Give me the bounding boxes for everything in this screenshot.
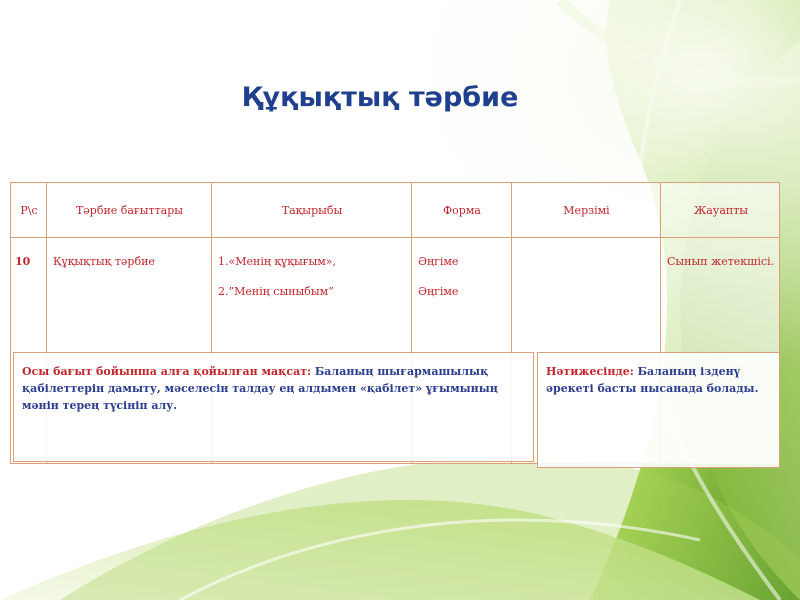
- goal-text: Баланың шығармашылық қабілеттерін дамыту, мәселесін талдау ең алдымен «қабілет» ұғымының мәнін терең түсініп алу.: [22, 365, 498, 412]
- header-topic: Тақырыбы: [281, 204, 343, 217]
- result-label: Нәтижесінде:: [546, 365, 634, 378]
- cell-num: 10: [15, 255, 31, 268]
- topic-item: 2.”Менің сыныбым”: [218, 285, 334, 298]
- result-box: [537, 352, 780, 468]
- result-text: Баланың ізденү әрекеті басты нысанада болады.: [546, 365, 759, 395]
- slide-title: Құқықтық тәрбие: [241, 82, 519, 113]
- goal-label: Осы бағыт бойынша алға қойылған мақсат:: [22, 365, 312, 378]
- form-item: Әңгіме: [418, 285, 459, 298]
- header-deadline: Мерзімі: [563, 204, 610, 217]
- header-num: Р\с: [20, 204, 38, 217]
- header-responsible: Жауапты: [693, 204, 749, 217]
- topic-item: 1.«Менің құқығым»,: [218, 255, 336, 268]
- cell-direction: Құқықтық тәрбие: [53, 255, 155, 268]
- cell-form: [418, 254, 508, 314]
- form-item: Әңгіме: [418, 255, 459, 268]
- header-direction: Тәрбие бағыттары: [75, 204, 184, 217]
- cell-responsible: Сынып жетекшісі.: [667, 255, 775, 268]
- goal-box: [13, 352, 534, 462]
- cell-topic: [218, 254, 408, 314]
- header-form: Форма: [443, 204, 481, 217]
